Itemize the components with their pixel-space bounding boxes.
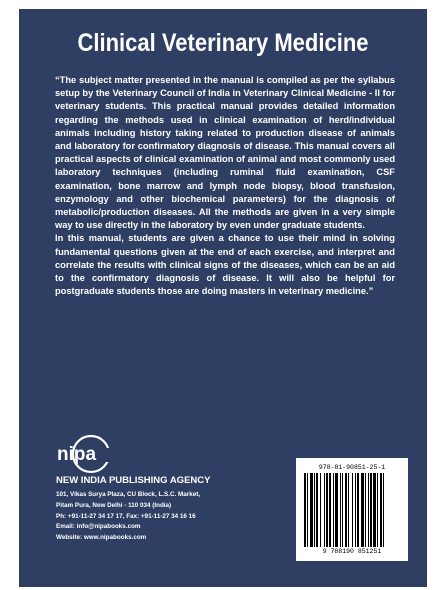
publisher-name: NEW INDIA PUBLISHING AGENCY bbox=[56, 475, 211, 486]
publisher-info bbox=[56, 475, 286, 544]
nipa-logo-icon bbox=[55, 434, 115, 474]
isbn-number: 978-81-90851-25-1 bbox=[318, 464, 386, 471]
publisher-website: Website: www.nipabooks.com bbox=[56, 534, 147, 542]
blurb-paragraph-2: In this manual, students are given a chance to use their mind in solving fundamental questions given at the end of each exercise, and interpret and correlate the results with clinical signs of the diseases, which can be an aid to the confirmatory diagnosis of disease. It will also be helpful for postgraduate students those are doing masters in veterinary medicine.” bbox=[55, 233, 395, 297]
logo-text: nipa bbox=[57, 444, 97, 465]
publisher-address-2: Pitam Pura, New Delhi - 110 034 (India) bbox=[56, 501, 172, 509]
publisher-phone: Ph: +91-11-27 34 17 17, Fax: +91-11-27 34 16 16 bbox=[56, 512, 196, 520]
back-cover bbox=[19, 9, 427, 587]
isbn-barcode bbox=[296, 458, 408, 561]
publisher-address-1: 101, Vikas Surya Plaza, CU Block, L.S.C. Market, bbox=[56, 491, 201, 498]
book-blurb bbox=[55, 74, 395, 298]
blurb-paragraph-1: “The subject matter presented in the manual is compiled as per the syllabus setup by the Veterinary Council of India in Veterinary Clinical Medicine - II for veterinary students. This practical manual provides detailed information regarding the methods used in clinical examination of herd/individual animals including history taking related to production disease of animals and laboratory for confirmatory diagnosis of disease. This manual covers all practical aspects of clinical examination of animal and most commonly used laboratory techniques (including ruminal fluid examination, CSF examination, bone marrow and lymph node biopsy, blood transfusion, enzymology and other biochemical parameters) for the diagnosis of metabolic/production diseases. All the methods are given in a very simple way to use directly in the laboratory by even under graduate students. bbox=[55, 75, 395, 231]
barcode-icon bbox=[304, 473, 400, 547]
publisher-email: Email: info@nipabooks.com bbox=[56, 523, 141, 531]
barcode-digits: 9 788190 851251 bbox=[322, 548, 382, 555]
nipa-logo bbox=[55, 434, 115, 474]
book-title: Clinical Veterinary Medicine bbox=[77, 29, 369, 57]
